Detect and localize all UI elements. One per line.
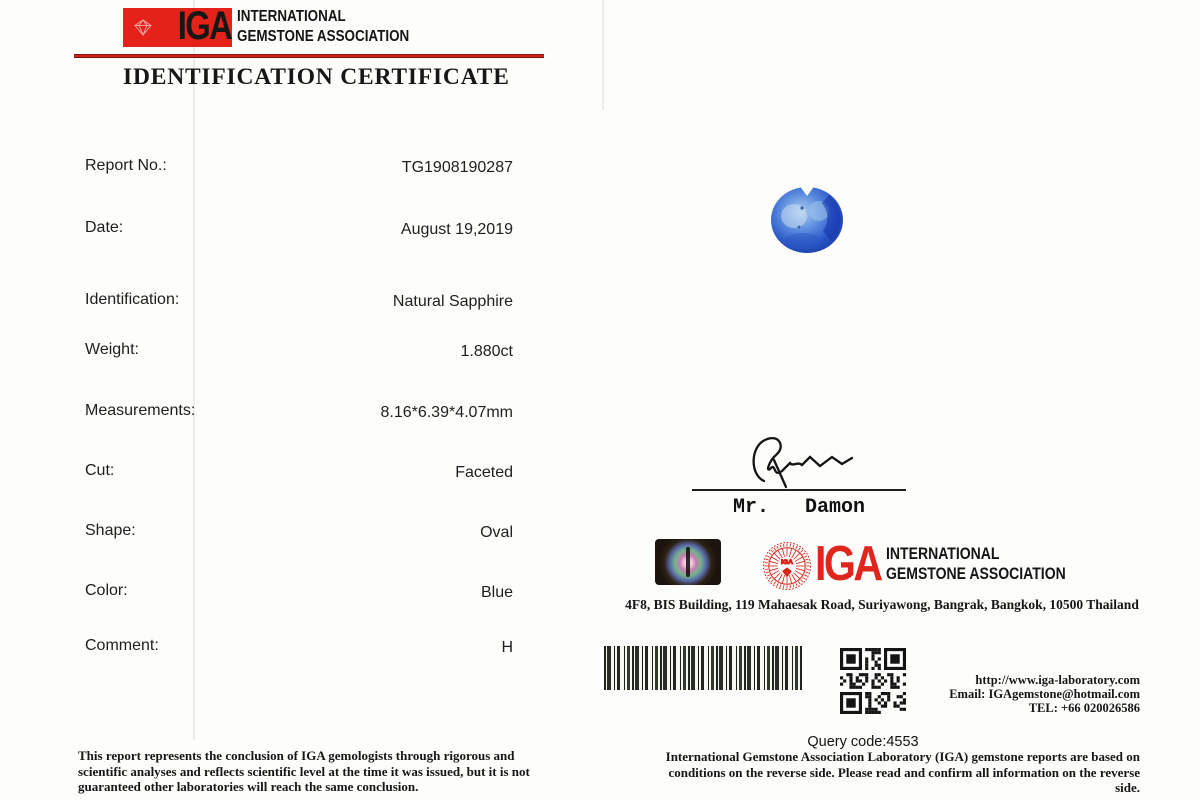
diamond-icon xyxy=(133,19,153,41)
header-org-name xyxy=(237,7,409,46)
scan-fold-line xyxy=(602,0,604,110)
field-value: 1.880ct xyxy=(460,343,513,360)
signature-line xyxy=(692,489,906,491)
field-label: Shape: xyxy=(85,522,136,539)
field-value: 8.16*6.39*4.07mm xyxy=(380,404,513,421)
field-row-weight xyxy=(85,341,513,363)
scan-fold-line xyxy=(193,0,195,740)
field-label: Measurements: xyxy=(85,402,196,419)
website-url: http://www.iga-laboratory.com xyxy=(975,673,1140,687)
email-line: Email: IGAgemstone@hotmail.com xyxy=(949,686,1140,701)
field-label: Identification: xyxy=(85,291,180,308)
iga-logo-badge xyxy=(123,4,232,48)
query-code: Query code:4553 xyxy=(807,734,919,750)
footer-iga-text: IGA xyxy=(815,537,881,591)
sapphire-photo xyxy=(769,183,845,255)
lab-address: 4F8, BIS Building, 119 Mahaesak Road, Suriyawong, Bangrak, Bangkok, 10500 Thailand xyxy=(625,597,1139,612)
signature-scrawl xyxy=(748,433,856,489)
field-row-shape xyxy=(85,522,513,544)
seal-text: IGA xyxy=(780,558,794,566)
iga-logo-text: IGA xyxy=(177,4,231,48)
field-label: Date: xyxy=(85,219,124,236)
hologram-sticker xyxy=(655,539,721,585)
reverse-side-notice: International Gemstone Association Laboratory (IGA) gemstone reports are based on conditions on the reverse side. Please read and confirm all information on the reverse side. xyxy=(665,749,1140,796)
field-value: Natural Sapphire xyxy=(392,293,513,310)
org-line1: INTERNATIONAL xyxy=(886,545,1000,563)
field-value: TG1908190287 xyxy=(401,159,513,176)
field-value: August 19,2019 xyxy=(400,221,513,238)
field-label: Color: xyxy=(85,582,128,599)
barcode xyxy=(604,646,802,690)
org-line2: GEMSTONE ASSOCIATION xyxy=(886,565,1066,583)
contact-block xyxy=(890,674,1140,715)
hologram-slit xyxy=(686,547,690,577)
field-row-color xyxy=(85,582,513,604)
footer-org-name xyxy=(886,544,1066,584)
certificate-title: IDENTIFICATION CERTIFICATE xyxy=(123,64,510,90)
iga-seal-icon xyxy=(762,541,812,591)
report-disclaimer: This report represents the conclusion of IGA gemologists through rigorous and scientific analyses and reflects scientific level at the time it was issued, but it is not guaranteed other laboratories will reach the same conclusion. xyxy=(78,748,530,795)
field-row-date xyxy=(85,219,513,241)
org-line1: INTERNATIONAL xyxy=(237,8,346,25)
org-line2: GEMSTONE ASSOCIATION xyxy=(237,27,410,45)
field-row-cut xyxy=(85,462,513,484)
field-row-comment xyxy=(85,637,513,659)
field-label: Comment: xyxy=(85,637,159,654)
field-label: Cut: xyxy=(85,462,115,479)
gemologist-name: Mr. Damon xyxy=(732,496,866,519)
field-label: Weight: xyxy=(85,341,139,358)
tel-line: TEL: +66 020026586 xyxy=(1028,700,1140,715)
field-value: Faceted xyxy=(455,464,513,481)
field-value: Blue xyxy=(480,584,513,601)
field-row-measurements xyxy=(85,402,513,424)
field-row-identification xyxy=(85,291,513,313)
field-value: Oval xyxy=(480,524,513,541)
field-value: H xyxy=(501,639,513,656)
field-label: Report No.: xyxy=(85,157,167,174)
field-row-report-no xyxy=(85,157,513,179)
header-rule xyxy=(74,54,544,58)
